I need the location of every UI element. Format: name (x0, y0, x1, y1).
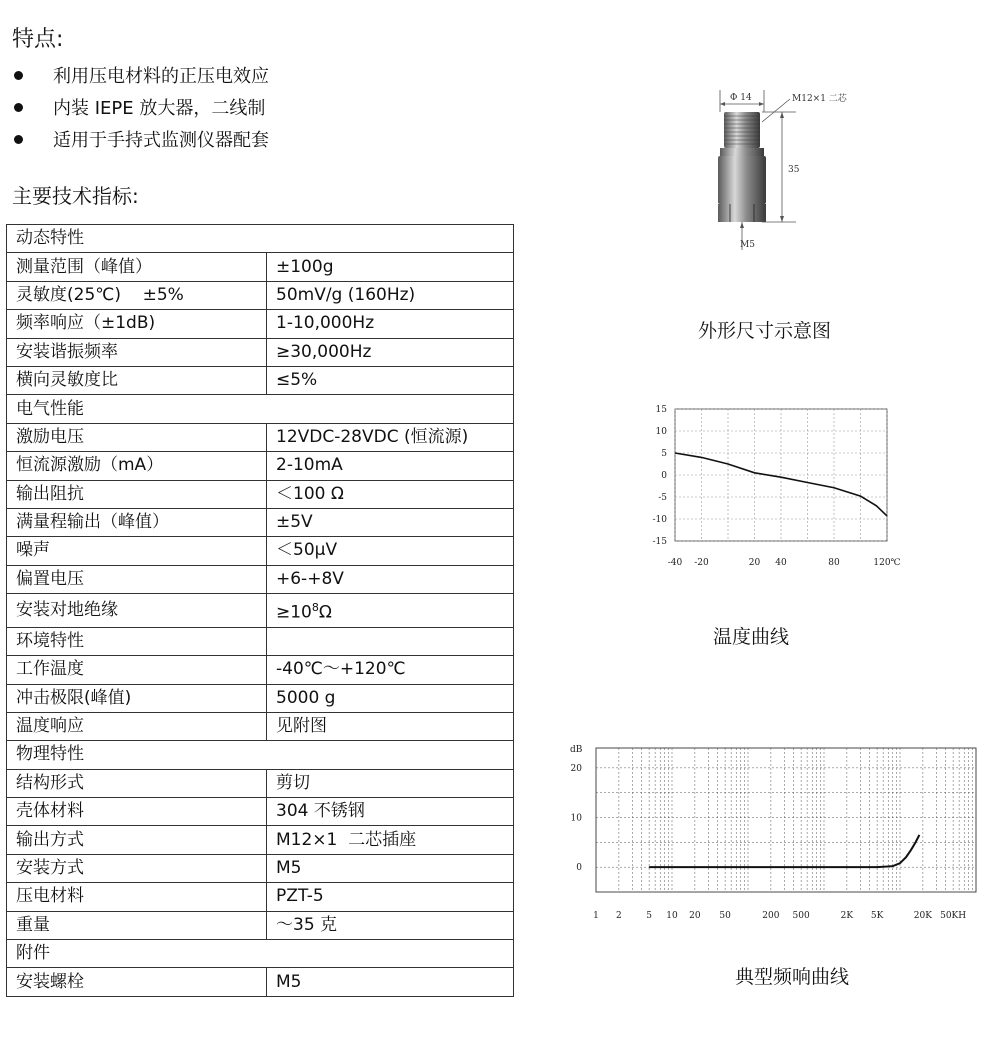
spec-row (7, 684, 514, 712)
x-tick-label: 5K (870, 911, 884, 921)
spec-label: 安装方式 (7, 854, 267, 882)
x-tick-label: 1 (593, 911, 599, 921)
mount-label: M5 (740, 240, 755, 250)
spec-value: 304 不锈钢 (267, 798, 514, 826)
spec-section-label: 物理特性 (7, 741, 514, 769)
features-title: 特点: (12, 27, 64, 52)
spec-row (7, 854, 514, 882)
y-axis-label: dB (570, 745, 583, 755)
spec-row (7, 480, 514, 508)
spec-section-row (7, 741, 514, 769)
x-tick-label: -40 (667, 558, 683, 568)
specs-title: 主要技术指标: (12, 184, 139, 208)
spec-row (7, 594, 514, 628)
spec-value: 2-10mA (267, 452, 514, 480)
temperature-chart (645, 395, 905, 575)
spec-value: +6-+8V (267, 565, 514, 593)
y-tick-label: -10 (652, 515, 667, 525)
spec-value: ～35 克 (267, 911, 514, 939)
spec-label: 重量 (7, 911, 267, 939)
spec-row (7, 826, 514, 854)
spec-label: 安装螺栓 (7, 968, 267, 996)
spec-label: 输出阻抗 (7, 480, 267, 508)
spec-value: 5000 g (267, 684, 514, 712)
spec-row (7, 452, 514, 480)
spec-section-label: 动态特性 (7, 225, 514, 253)
sensor-dimension-drawing (700, 82, 870, 262)
spec-row (7, 253, 514, 281)
spec-value: ±100g (267, 253, 514, 281)
spec-label: 温度响应 (7, 712, 267, 740)
x-tick-label: 5 (646, 911, 652, 921)
y-tick-label: 10 (655, 427, 667, 437)
frequency-response-chart (560, 740, 1000, 925)
spec-row (7, 366, 514, 394)
spec-label: 结构形式 (7, 769, 267, 797)
spec-row (7, 338, 514, 366)
spec-value: 12VDC-28VDC (恒流源) (267, 423, 514, 451)
spec-row (7, 281, 514, 309)
temperature-caption: 温度曲线 (713, 626, 790, 648)
y-tick-label: 0 (576, 863, 582, 874)
x-tick-label: 20 (748, 558, 761, 568)
spec-value-base: ≥10 (276, 602, 312, 623)
spec-value (267, 594, 514, 628)
bullet-icon (14, 71, 23, 80)
spec-label: 激励电压 (7, 423, 267, 451)
y-tick-label: -5 (658, 493, 667, 503)
feature-item (14, 126, 269, 152)
spec-label: 工作温度 (7, 656, 267, 684)
spec-label: 偏置电压 (7, 565, 267, 593)
spec-row (7, 508, 514, 536)
frequency-series-line (649, 835, 919, 867)
plot-frame (596, 748, 976, 892)
spec-label: 频率响应（±1dB) (7, 310, 267, 338)
spec-section-row (7, 395, 514, 423)
diameter-label: Φ 14 (730, 93, 752, 103)
feature-text: 利用压电材料的正压电效应 (53, 66, 269, 87)
spec-label: 噪声 (7, 537, 267, 565)
height-label: 35 (788, 165, 800, 175)
spec-value: ±5V (267, 508, 514, 536)
spec-table (6, 224, 514, 997)
y-tick-label: 10 (570, 813, 582, 824)
dimension-caption: 外形尺寸示意图 (698, 320, 832, 342)
sensor-body (718, 156, 766, 204)
y-tick-label: 15 (655, 405, 667, 415)
spec-label: 壳体材料 (7, 798, 267, 826)
spec-label: 横向灵敏度比 (7, 366, 267, 394)
spec-row (7, 883, 514, 911)
spec-row (7, 769, 514, 797)
bullet-icon (14, 135, 23, 144)
spec-row (7, 911, 514, 939)
spec-row (7, 310, 514, 338)
x-tick-label: 120℃ (873, 558, 901, 568)
x-tick-label: 500 (792, 911, 810, 921)
spec-value-exponent: 8 (311, 601, 319, 615)
spec-label: 灵敏度(25℃) ±5% (7, 281, 267, 309)
hex-base (718, 204, 766, 222)
y-tick-label: 0 (661, 471, 667, 481)
x-tick-label: 2K (840, 911, 854, 921)
feature-item (14, 62, 269, 88)
x-tick-label: 80 (828, 558, 840, 568)
spec-row (7, 798, 514, 826)
y-tick-label: 5 (661, 449, 667, 459)
frequency-caption: 典型频响曲线 (735, 966, 850, 988)
spec-value: ≤5% (267, 366, 514, 394)
spec-row (7, 565, 514, 593)
spec-label: 测量范围（峰值） (7, 253, 267, 281)
feature-text: 内装 IEPE 放大器，二线制 (53, 98, 266, 119)
spec-value: 剪切 (267, 769, 514, 797)
spec-row (7, 712, 514, 740)
spec-value: -40℃～+120℃ (267, 656, 514, 684)
spec-value: ≥30,000Hz (267, 338, 514, 366)
spec-value (267, 627, 514, 655)
x-tick-label: 40 (775, 558, 787, 568)
x-tick-label: 2 (616, 911, 622, 921)
x-tick-label: 50 (719, 911, 731, 921)
spec-label: 安装对地绝缘 (7, 594, 267, 628)
x-tick-label: 200 (762, 911, 780, 921)
spec-label: 安装谐振频率 (7, 338, 267, 366)
spec-value-unit: Ω (318, 602, 332, 623)
spec-value: M12×1 二芯插座 (267, 826, 514, 854)
x-tick-label: 50KH (940, 911, 967, 921)
x-tick-label: 20 (689, 911, 701, 921)
spec-label: 压电材料 (7, 883, 267, 911)
spec-row (7, 537, 514, 565)
spec-section-row (7, 940, 514, 968)
spec-row (7, 656, 514, 684)
spec-value: 见附图 (267, 712, 514, 740)
spec-label: 环境特性 (7, 627, 267, 655)
connector-label: M12×1 二芯 (792, 94, 847, 104)
spec-row (7, 423, 514, 451)
bullet-icon (14, 103, 23, 112)
x-tick-label: 10 (666, 911, 678, 921)
y-tick-label: 20 (570, 763, 582, 774)
spec-label: 冲击极限(峰值) (7, 684, 267, 712)
x-tick-label: 20K (913, 911, 932, 921)
spec-value: ＜50μV (267, 537, 514, 565)
spec-value: M5 (267, 854, 514, 882)
spec-row (7, 627, 514, 655)
spec-value: 1-10,000Hz (267, 310, 514, 338)
spec-section-label: 电气性能 (7, 395, 514, 423)
spec-value: ＜100 Ω (267, 480, 514, 508)
spec-section-row (7, 225, 514, 253)
spec-row (7, 968, 514, 996)
y-tick-label: -15 (652, 537, 667, 547)
spec-value: 50mV/g (160Hz) (267, 281, 514, 309)
spec-value: M5 (267, 968, 514, 996)
spec-value: PZT-5 (267, 883, 514, 911)
spec-section-label: 附件 (7, 940, 514, 968)
connector-thread (724, 112, 760, 148)
spec-label: 恒流源激励（mA） (7, 452, 267, 480)
feature-item (14, 94, 265, 120)
spec-label: 输出方式 (7, 826, 267, 854)
feature-text: 适用于手持式监测仪器配套 (53, 130, 269, 151)
x-tick-label: -20 (694, 558, 709, 568)
spec-label: 满量程输出（峰值） (7, 508, 267, 536)
